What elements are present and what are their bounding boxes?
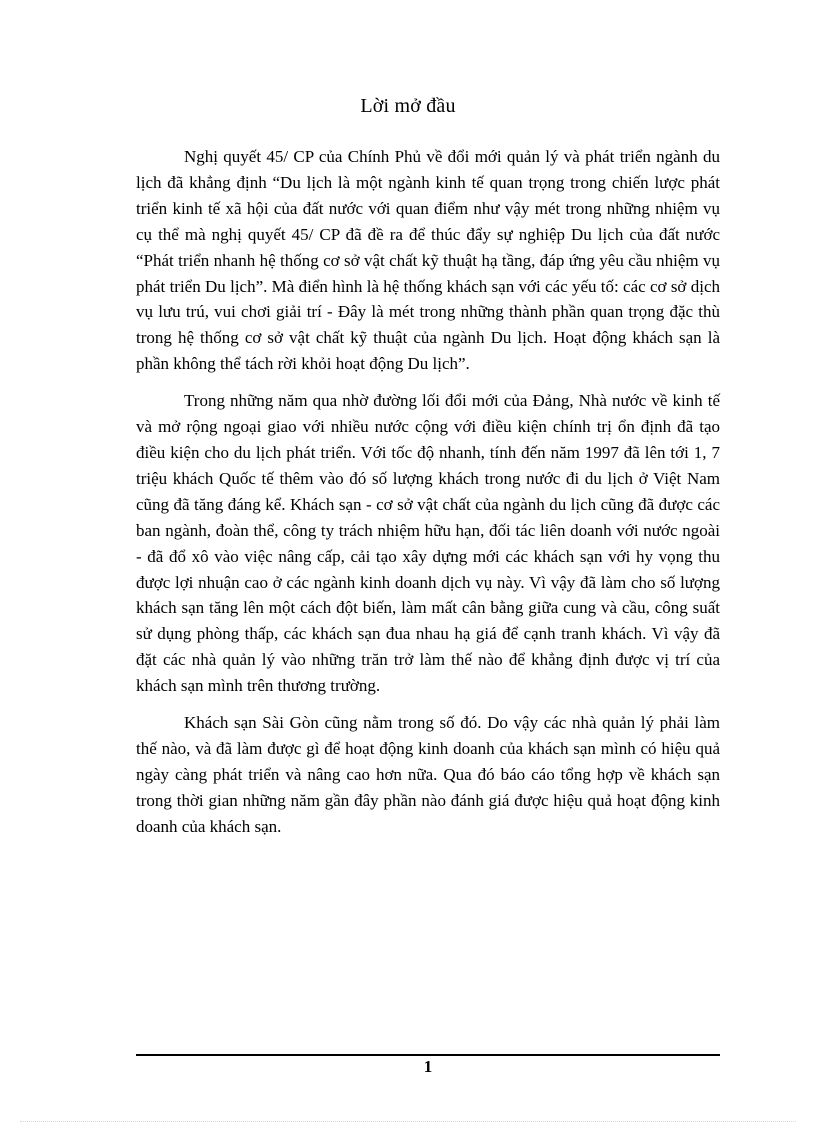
paragraph-3: Khách sạn Sài Gòn cũng nằm trong số đó. Do vậy các nhà quản lý phải làm thế nào, và đã làm được gì để hoạt động kinh doanh của khách sạn mình có hiệu quả ngày càng phát triển và nâng cao hơn nữa. Qua đó báo cáo tổng hợp về khách sạn trong thời gian những năm gần đây phần nào đánh giá được hiệu quả hoạt động kinh doanh của khách sạn. [136, 713, 720, 836]
page-number: 1 [423, 1057, 433, 1076]
paragraph-1: Nghị quyết 45/ CP của Chính Phủ về đổi mới quản lý và phát triển ngành du lịch đã khẳng định “Du lịch là một ngành kinh tế quan trọng trong chiến lược phát triển kinh tế xã hội của đất nước với quan điểm như vậy mét trong những nhiệm vụ cụ thể mà nghị quyết 45/ CP đã đề ra để thúc đẩy sự nghiệp Du lịch của đất nước “Phát triển nhanh hệ thống cơ sở vật chất kỹ thuật hạ tầng, đáp ứng yêu cầu nhiệm vụ phát triển Du lịch”. Mà điển hình là hệ thống khách sạn với các yếu tố: các cơ sở dịch vụ lưu trú, vui chơi giải trí - Đây là mét trong những thành phần quan trọng đặc thù trong hệ thống cơ sở vật chất kỹ thuật của ngành Du lịch. Hoạt động khách sạn là phần không thể tách rời khỏi hoạt động Du lịch”. [136, 147, 720, 374]
paragraph-2: Trong những năm qua nhờ đường lối đổi mới của Đảng, Nhà nước về kinh tế và mở rộng ngoại giao với nhiều nước cộng với điều kiện chính trị ổn định đã tạo điều kiện cho du lịch phát triển. Với tốc độ nhanh, tính đến năm 1997 đã lên tới 1, 7 triệu khách Quốc tế thêm vào đó số lượng khách trong nước đi du lịch ở Việt Nam cũng đã tăng đáng kể. Khách sạn - cơ sở vật chất của ngành du lịch cũng đã được các ban ngành, đoàn thể, công ty trách nhiệm hữu hạn, đối tác liên doanh với nước ngoài - đã đổ xô vào việc nâng cấp, cải tạo xây dựng mới các khách sạn với hy vọng thu được lợi nhuận cao ở các ngành kinh doanh dịch vụ này. Vì vậy đã làm cho số lượng khách sạn tăng lên một cách đột biến, làm mất cân bằng giữa cung và cầu, công suất sử dụng phòng thấp, các khách sạn đua nhau hạ giá để cạnh tranh khách. Vì vậy đã đặt các nhà quản lý vào những trăn trở làm thế nào để khẳng định được vị trí của khách sạn mình trên thương trường. [136, 391, 720, 696]
page-title: Lời mở đầu [360, 95, 456, 117]
footer-divider [136, 1054, 720, 1056]
body-text [136, 144, 720, 840]
page-bottom-edge [20, 1121, 796, 1122]
